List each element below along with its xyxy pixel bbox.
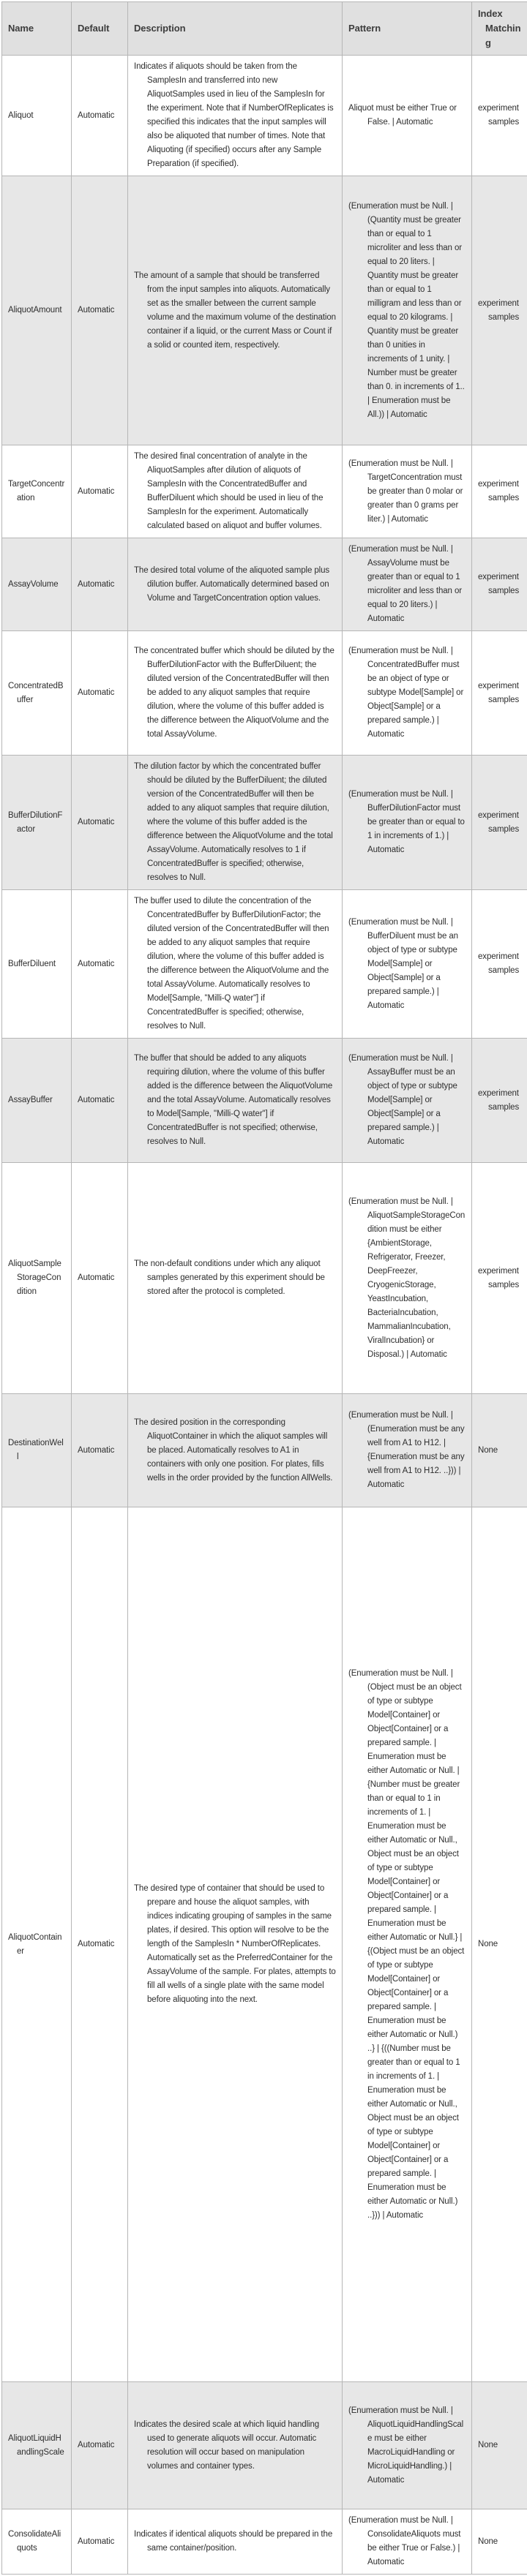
option-description-cell [128,176,343,445]
option-default-cell [72,1507,128,2382]
option-name: DestinationWell [8,1436,65,1464]
option-description: The amount of a sample that should be transferred from the input samples into aliquots. Automatically set as the smaller between the current sample volume and the maximum volume of the destination container if a liquid, or the current Mass or Count if a solid or counted item, respectively. [134,269,336,353]
option-row [2,1394,527,1507]
option-row [2,756,527,890]
option-row [2,56,527,176]
option-default-cell [72,538,128,631]
option-index-matching-cell [472,1394,527,1507]
option-default-cell [72,56,128,176]
option-pattern: (Enumeration must be Null. | AliquotLiquidHandlingScale must be either MacroLiquidHandling or MicroLiquidHandling.) | Automatic [348,2404,466,2488]
option-name: AliquotLiquidHandlingScale [8,2432,65,2460]
option-index-matching-cell [472,631,527,756]
column-header-name [2,2,72,56]
option-pattern: (Enumeration must be Null. | AliquotSampleStorageCondition must be either {AmbientStorage, Refrigerator, Freezer, DeepFreezer, CryogenicStorage, YeastIncubation, BacteriaIncubation, MammalianIncubation, ViralIncubation} or Disposal.) | Automatic [348,1195,466,1362]
option-index-matching-cell [472,890,527,1039]
option-name-cell [2,890,72,1039]
option-index-matching-cell [472,2382,527,2509]
option-description-cell [128,1163,343,1394]
option-default-value: Automatic [78,957,122,971]
option-description-cell [128,538,343,631]
option-name: Aliquot [8,109,65,123]
option-index-matching-cell [472,176,527,445]
option-index-matching-cell [472,445,527,538]
column-header-description [128,2,343,56]
option-description-cell [128,1394,343,1507]
option-default-value: Automatic [78,109,122,123]
option-index-matching: None [478,1444,523,1458]
option-index-matching-cell [472,1039,527,1163]
option-pattern-cell [343,1507,472,2382]
option-pattern-cell [343,1394,472,1507]
option-default-cell [72,1039,128,1163]
option-pattern: (Enumeration must be Null. | (Enumeration must be any well from A1 to H12. | {Enumeration must be any well from A1 to H12. ..})) | Automatic [348,1409,466,1492]
option-pattern-cell [343,538,472,631]
aliquot-options-table [1,1,527,2575]
option-pattern: (Enumeration must be Null. | (Object must be an object of type or subtype Model[Container] or Object[Container] or a prepared sample. | Enumeration must be either Automatic or Null. | {Number must be greater than or equal to 1 in increments of 1. | Enumeration must be either Automatic or Null., Object must be an object of type or subtype Model[Container] or Object[Container] or a prepared sample. | Enumeration must be either Automatic or Null.} | {(Object must be an object of type or subtype Model[Container] or Object[Container] or a prepared sample. | Enumeration must be either Automatic or Null.) ..} | {((Number must be greater than or equal to 1 in increments of 1. | Enumeration must be either Automatic or Null., Object must be an object of type or subtype Model[Container] or Object[Container] or a prepared sample. | Enumeration must be either Automatic or Null.) ..})) | Automatic [348,1667,466,2223]
option-name-cell [2,2382,72,2509]
option-name: BufferDilutionFactor [8,809,65,837]
option-row [2,176,527,445]
option-pattern-cell [343,1039,472,1163]
option-description: The desired total volume of the aliquoted sample plus dilution buffer. Automatically determined based on Volume and TargetConcentration option values. [134,564,336,606]
option-pattern-cell [343,890,472,1039]
option-description-cell [128,890,343,1039]
column-header-pattern-label: Pattern [348,21,466,36]
option-default-value: Automatic [78,686,122,700]
option-name: AliquotSampleStorageCondition [8,1257,65,1299]
option-index-matching-cell [472,56,527,176]
option-pattern: (Enumeration must be Null. | AssayBuffer must be an object of type or subtype Model[Sample] or Object[Sample] or a prepared sample.) | Automatic [348,1052,466,1149]
option-description: The concentrated buffer which should be diluted by the BufferDilutionFactor with the BufferDiluent; the diluted version of the ConcentratedBuffer will then be added to any aliquot samples that require dilution, where the volume of this buffer added is the difference between the AliquotVolume and the total AssayVolume. [134,644,336,742]
option-row [2,2382,527,2509]
column-header-name-label: Name [8,21,65,36]
option-row [2,1039,527,1163]
option-index-matching: experiment samples [478,297,523,325]
option-index-matching: experiment samples [478,102,523,129]
option-description-cell [128,1507,343,2382]
option-index-matching: experiment samples [478,950,523,978]
option-default-cell [72,2382,128,2509]
option-name: BufferDiluent [8,957,65,971]
option-name: TargetConcentration [8,478,65,505]
option-default-cell [72,1394,128,1507]
option-name: AliquotContainer [8,1931,65,1959]
option-row [2,1507,527,2382]
option-index-matching-cell [472,538,527,631]
option-row [2,890,527,1039]
option-description: Indicates the desired scale at which liquid handling used to generate aliquots will occur. Automatic resolution will occur based on manipulation volumes and container types. [134,2418,336,2474]
option-default-value: Automatic [78,2535,122,2549]
option-name: AliquotAmount [8,304,65,317]
option-name-cell [2,1163,72,1394]
option-default-cell [72,445,128,538]
option-name-cell [2,631,72,756]
option-default-cell [72,631,128,756]
option-index-matching: experiment samples [478,679,523,707]
option-default-value: Automatic [78,578,122,592]
option-pattern-cell [343,1163,472,1394]
option-index-matching: None [478,2438,523,2452]
option-description-cell [128,631,343,756]
option-description: Indicates if identical aliquots should be prepared in the same container/position. [134,2528,336,2556]
table-header-row [2,2,527,56]
option-name-cell [2,538,72,631]
option-index-matching: experiment samples [478,809,523,837]
option-description-cell [128,756,343,890]
option-index-matching: None [478,2535,523,2549]
option-pattern: Aliquot must be either True or False. | Automatic [348,102,466,129]
option-pattern: (Enumeration must be Null. | ConcentratedBuffer must be an object of type or subtype Model[Sample] or Object[Sample] or a prepared sample.) | Automatic [348,644,466,742]
option-index-matching-cell [472,756,527,890]
option-default-value: Automatic [78,816,122,829]
option-default-value: Automatic [78,485,122,499]
option-pattern: (Enumeration must be Null. | (Quantity must be greater than or equal to 1 microliter and less than or equal to 20 liters. | Quantity must be greater than or equal to 1 milligram and less than or equal to 20 kilograms. | Quantity must be greater than 0 unities in increments of 1 unity. | Number must be greater than 0. in increments of 1.. | Enumeration must be All.)) | Automatic [348,200,466,422]
option-name-cell [2,2509,72,2575]
option-description: The dilution factor by which the concentrated buffer should be diluted by the BufferDiluent; the diluted version of the ConcentratedBuffer will then be added to any aliquot samples that require dilution, where the volume of this buffer added is the difference between the AliquotVolume and the total AssayVolume. Automatically resolves to 1 if ConcentratedBuffer is specified; otherwise, resolves to Null. [134,760,336,885]
option-name-cell [2,1039,72,1163]
option-pattern-cell [343,176,472,445]
option-index-matching: experiment samples [478,570,523,598]
option-name-cell [2,56,72,176]
option-row [2,1163,527,1394]
option-pattern-cell [343,56,472,176]
option-pattern-cell [343,631,472,756]
option-default-cell [72,756,128,890]
option-row [2,2509,527,2575]
column-header-pattern [343,2,472,56]
column-header-default-label: Default [78,21,122,36]
option-pattern-cell [343,2509,472,2575]
option-pattern: (Enumeration must be Null. | ConsolidateAliquots must be either True or False.) | Automatic [348,2514,466,2569]
option-default-value: Automatic [78,1937,122,1951]
option-name: AssayBuffer [8,1093,65,1107]
option-description: The non-default conditions under which any aliquot samples generated by this experiment should be stored after the protocol is completed. [134,1257,336,1299]
option-description: The buffer that should be added to any aliquots requiring dilution, where the volume of this buffer added is the difference between the AliquotVolume and the total AssayVolume. Automatically resolves to Model[Sample, "Milli-Q water"] if ConcentratedBuffer is not specified; otherwise, resolves to Null. [134,1052,336,1149]
column-header-index-matching [472,2,527,56]
column-header-index-matching-label: Index Matching [478,7,523,50]
option-description-cell [128,56,343,176]
option-default-value: Automatic [78,1444,122,1458]
option-default-value: Automatic [78,1271,122,1285]
option-description-cell [128,2509,343,2575]
option-index-matching: experiment samples [478,478,523,505]
column-header-default [72,2,128,56]
option-name: ConcentratedBuffer [8,679,65,707]
column-header-description-label: Description [134,21,336,36]
option-index-matching-cell [472,1507,527,2382]
option-default-cell [72,2509,128,2575]
option-pattern-cell [343,756,472,890]
option-name-cell [2,176,72,445]
option-row [2,631,527,756]
option-name: AssayVolume [8,578,65,592]
option-description: The desired final concentration of analyte in the AliquotSamples after dilution of aliquots of SamplesIn with the ConcentratedBuffer and BufferDiluent which should be used in lieu of the SamplesIn for the experiment. Automatically calculated based on aliquot and buffer volumes. [134,450,336,533]
option-row [2,538,527,631]
option-name-cell [2,1507,72,2382]
option-default-cell [72,890,128,1039]
option-pattern: (Enumeration must be Null. | BufferDiluent must be an object of type or subtype Model[Sample] or Object[Sample] or a prepared sample.) | Automatic [348,916,466,1013]
option-default-value: Automatic [78,304,122,317]
option-pattern-cell [343,445,472,538]
option-description: The desired type of container that should be used to prepare and house the aliquot samples, with indices indicating grouping of samples in the same plates, if desired. This option will resolve to be the length of the SamplesIn * NumberOfReplicates. Automatically set as the PreferredContainer for the AssayVolume of the sample. For plates, attempts to fill all wells of a single plate with the same model before aliquoting into the next. [134,1882,336,2007]
option-index-matching: experiment samples [478,1087,523,1115]
option-description: The desired position in the corresponding AliquotContainer in which the aliquot samples will be placed. Automatically resolves to A1 in containers with only one position. For plates, fills wells in the order provided by the function AllWells. [134,1416,336,1485]
option-default-cell [72,176,128,445]
option-description-cell [128,1039,343,1163]
option-index-matching-cell [472,1163,527,1394]
option-description: The buffer used to dilute the concentration of the ConcentratedBuffer by BufferDilutionFactor; the diluted version of the ConcentratedBuffer will then be added to any aliquot samples that require dilution, where the volume of this buffer added is the difference between the AliquotVolume and the total AssayVolume. Automatically resolves to Model[Sample, "Milli-Q water"] if ConcentratedBuffer is specified; otherwise, resolves to Null. [134,895,336,1033]
option-index-matching: None [478,1937,523,1951]
option-description-cell [128,2382,343,2509]
option-name-cell [2,445,72,538]
option-index-matching: experiment samples [478,1265,523,1292]
option-pattern: (Enumeration must be Null. | TargetConcentration must be greater than 0 molar or greater than 0 grams per liter.) | Automatic [348,457,466,527]
option-index-matching-cell [472,2509,527,2575]
option-description: Indicates if aliquots should be taken from the SamplesIn and transferred into new AliquotSamples used in lieu of the SamplesIn for the experiment. Note that if NumberOfReplicates is specified this indicates that the input samples will also be aliquoted that number of times. Note that Aliquoting (if specified) occurs after any Sample Preparation (if specified). [134,60,336,171]
option-row [2,445,527,538]
option-pattern: (Enumeration must be Null. | AssayVolume must be greater than or equal to 1 microliter and less than or equal to 20 liters.) | Automatic [348,543,466,626]
option-default-value: Automatic [78,1093,122,1107]
option-name-cell [2,1394,72,1507]
option-pattern: (Enumeration must be Null. | BufferDilutionFactor must be greater than or equal to 1 in increments of 1.) | Automatic [348,788,466,857]
option-default-cell [72,1163,128,1394]
option-name-cell [2,756,72,890]
option-pattern-cell [343,2382,472,2509]
option-default-value: Automatic [78,2438,122,2452]
option-description-cell [128,445,343,538]
option-name: ConsolidateAliquots [8,2528,65,2556]
